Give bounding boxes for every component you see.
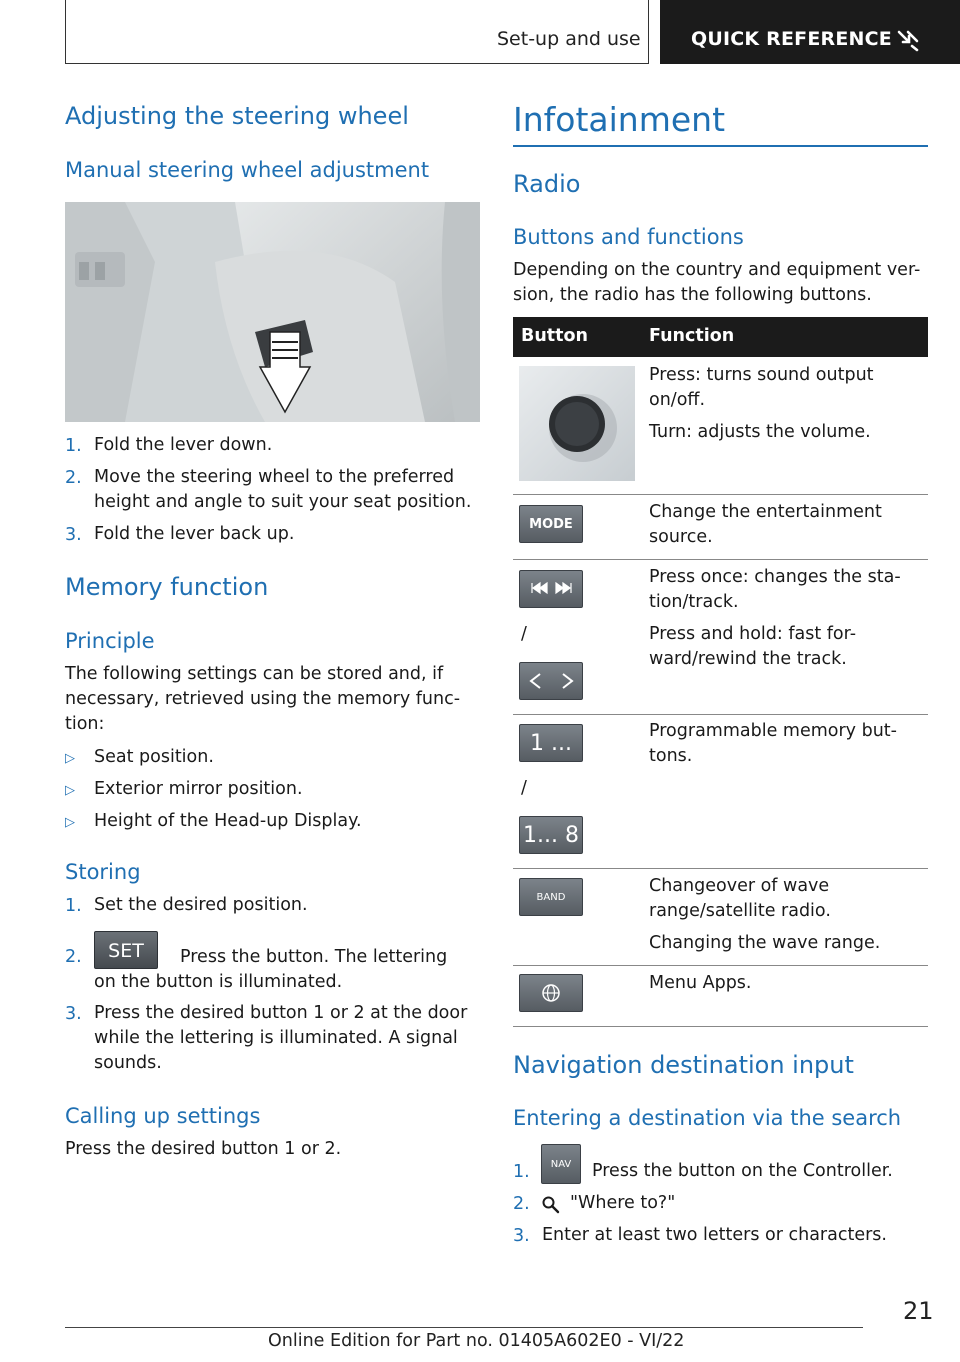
step-text: Press the button. The lettering on the button is illuminated. (94, 947, 448, 992)
function-text: Changeover of wave range/satellite radio. (649, 876, 831, 921)
page-number: 21 (903, 1297, 934, 1325)
step-text: Move the steering wheel to the preferred height and angle to suit your seat position. (94, 467, 472, 512)
memory-buttons-8-icon: 1... 8 (519, 816, 583, 854)
steering-column-photo (65, 202, 480, 422)
set-button-icon: SET (94, 931, 158, 969)
step-text: Press the button on the Controller. (592, 1161, 893, 1181)
heading-calling-up-settings: Calling up settings (65, 1104, 261, 1128)
skip-buttons-icon (519, 570, 583, 608)
title-rule (513, 145, 928, 147)
bullet-icon: ▷ (65, 815, 75, 830)
table-divider (513, 965, 928, 966)
step-text: Fold the lever back up. (94, 524, 295, 544)
heading-buttons-functions: Buttons and functions (513, 225, 744, 249)
step-number: 2. (65, 947, 82, 967)
step-number: 1. (65, 436, 82, 456)
heading-navigation-input: Navigation destination input (513, 1051, 854, 1079)
heading-storing: Storing (65, 860, 141, 884)
step-text: Fold the lever down. (94, 435, 273, 455)
step-text: Set the desired position. (94, 895, 308, 915)
footer-edition: Online Edition for Part no. 01405A602E0 - VI/22 (268, 1331, 685, 1351)
nav-button-icon: NAV (541, 1144, 581, 1184)
step-text: "Where to?" (570, 1193, 676, 1213)
heading-infotainment: Infotainment (513, 100, 726, 139)
heading-radio: Radio (513, 170, 581, 198)
function-text: Press: turns sound output on/off. (649, 365, 874, 410)
bullet-text: Exterior mirror position. (94, 779, 303, 799)
table-divider (513, 868, 928, 869)
heading-memory-function: Memory function (65, 573, 269, 601)
seek-buttons-icon (519, 662, 583, 700)
bullet-text: Seat position. (94, 747, 214, 767)
search-icon (541, 1195, 561, 1215)
header-button: Button (521, 326, 589, 346)
heading-adjusting-steering-wheel: Adjusting the steering wheel (65, 102, 409, 130)
bullet-text: Height of the Head-up Display. (94, 811, 362, 831)
table-divider (513, 1026, 928, 1027)
heading-manual-adjustment: Manual steering wheel adjustment (65, 158, 430, 182)
heading-principle: Principle (65, 629, 155, 653)
function-text: Menu Apps. (649, 973, 752, 993)
bullet-icon: ▷ (65, 751, 75, 766)
table-divider (513, 494, 928, 495)
table-divider (513, 559, 928, 560)
band-button-icon: BAND (519, 878, 583, 916)
function-text: Press and hold: fast for-ward/rewind the track. (649, 624, 857, 669)
radio-intro: Depending on the country and equipment ver-sion, the radio has the following buttons. (513, 260, 921, 305)
function-text: Press once: changes the sta-tion/track. (649, 567, 901, 612)
function-text: Programmable memory but-tons. (649, 721, 897, 766)
separator-slash: / (521, 778, 527, 798)
calling-text: Press the desired button 1 or 2. (65, 1139, 342, 1159)
function-text: Change the entertainment source. (649, 502, 882, 547)
header-function: Function (649, 326, 735, 346)
step-number: 3. (513, 1226, 530, 1246)
quick-reference-label: QUICK REFERENCE (691, 28, 892, 50)
heading-destination-search: Entering a destination via the search (513, 1106, 902, 1130)
step-text: Enter at least two letters or characters. (542, 1225, 887, 1245)
quick-reference-tab[interactable] (660, 0, 960, 64)
footer-rule (65, 1327, 863, 1328)
mode-button-icon: MODE (519, 505, 583, 543)
step-number: 1. (513, 1162, 530, 1182)
principle-text: The following settings can be stored and, if necessary, retrieved using the memory func-tion: (65, 664, 461, 734)
table-header (513, 317, 928, 357)
quick-reference-icon (896, 29, 920, 53)
separator-slash: / (521, 624, 527, 644)
volume-knob-photo (519, 366, 635, 481)
step-number: 2. (513, 1194, 530, 1214)
step-number: 2. (65, 468, 82, 488)
step-number: 3. (65, 525, 82, 545)
step-text: Press the desired button 1 or 2 at the door while the lettering is illuminated. A signal sounds. (94, 1003, 468, 1073)
apps-button-icon (519, 974, 583, 1012)
step-number: 1. (65, 896, 82, 916)
function-text: Turn: adjusts the volume. (649, 422, 871, 442)
memory-buttons-7-icon: 1 ... 7 (519, 724, 583, 762)
bullet-icon: ▷ (65, 783, 75, 798)
step-number: 3. (65, 1004, 82, 1024)
function-text: Changing the wave range. (649, 933, 881, 953)
table-divider (513, 714, 928, 715)
section-title: Set-up and use (497, 28, 641, 50)
